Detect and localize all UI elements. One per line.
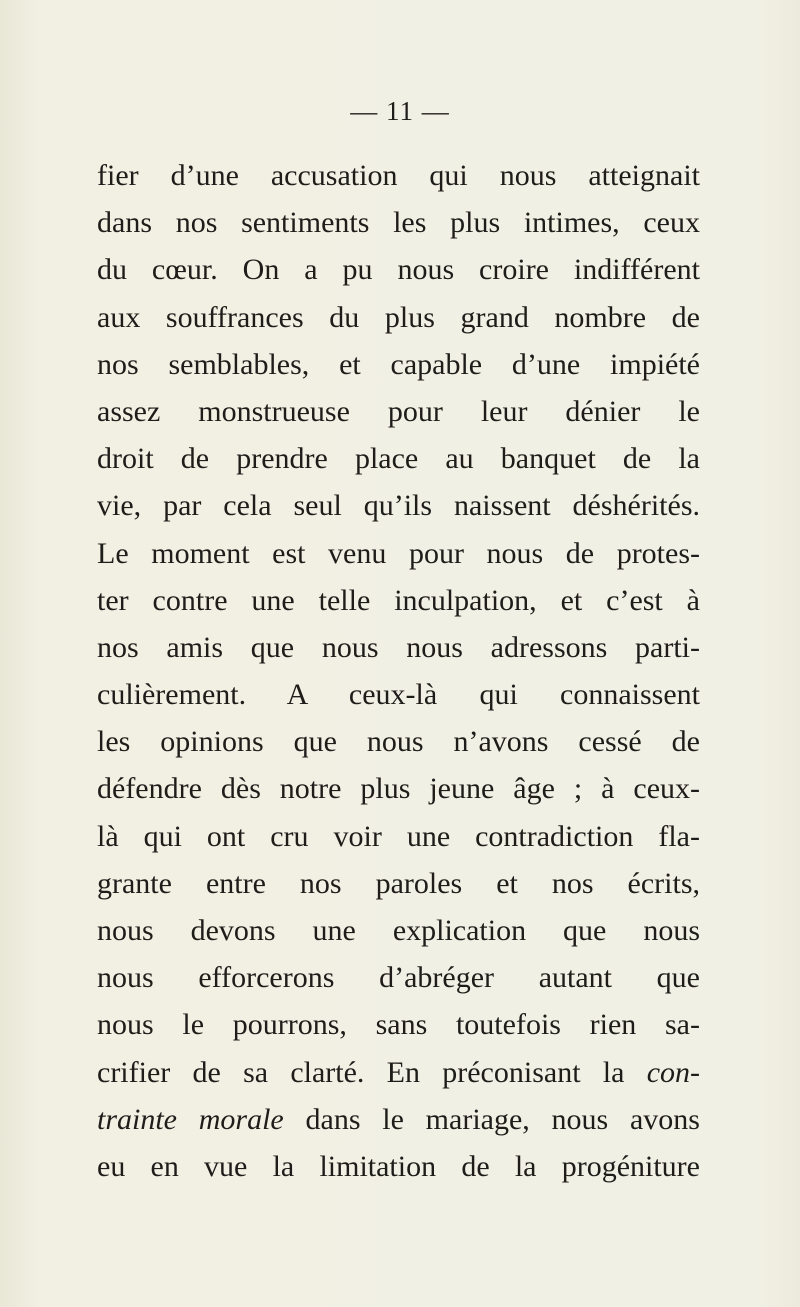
- text-line: vie, par cela seul qu’ils naissent déshérités.: [97, 489, 700, 523]
- italic-run: trainte morale: [97, 1102, 284, 1136]
- text-line: là qui ont cru voir une contradiction fla-: [97, 819, 700, 853]
- text-line: les opinions que nous n’avons cessé de: [97, 725, 700, 759]
- text-line: eu en vue la limitation de la progéniture: [97, 1149, 700, 1183]
- text-line-mixed: [97, 1049, 700, 1096]
- text-line: dans nos sentiments les plus intimes, ceux: [97, 206, 700, 240]
- text-line: défendre dès notre plus jeune âge ; à ceux-: [97, 772, 700, 806]
- body-text: [97, 152, 700, 1190]
- text-line: nous devons une explication que nous: [97, 914, 700, 947]
- text-line: nos semblables, et capable d’une impiété: [97, 347, 700, 381]
- text-line: fier d’une accusation qui nous atteignait: [97, 159, 700, 192]
- text-line: nos amis que nous nous adressons parti-: [97, 630, 700, 664]
- text-line-mixed: [97, 1096, 700, 1143]
- text-line: du cœur. On a pu nous croire indifférent: [97, 253, 700, 287]
- text-run: dans le mariage, nous avons: [283, 1102, 700, 1136]
- text-line: ter contre une telle inculpation, et c’est à: [97, 583, 700, 617]
- text-line: droit de prendre place au banquet de la: [97, 442, 700, 476]
- text-line: nous le pourrons, sans toutefois rien sa-: [97, 1008, 700, 1042]
- text-line: grante entre nos paroles et nos écrits,: [97, 866, 700, 900]
- page-number: — 11 —: [350, 96, 450, 126]
- text-line: nous efforcerons d’abréger autant que: [97, 961, 700, 995]
- italic-run: con-: [646, 1055, 700, 1089]
- text-line: assez monstrueuse pour leur dénier le: [97, 394, 700, 428]
- text-line: Le moment est venu pour nous de protes-: [97, 536, 700, 570]
- text-line: culièrement. A ceux-là qui connaissent: [97, 678, 700, 712]
- text-run: crifier de sa clarté. En préconisant la: [97, 1055, 625, 1089]
- text-line: aux souffrances du plus grand nombre de: [97, 300, 700, 334]
